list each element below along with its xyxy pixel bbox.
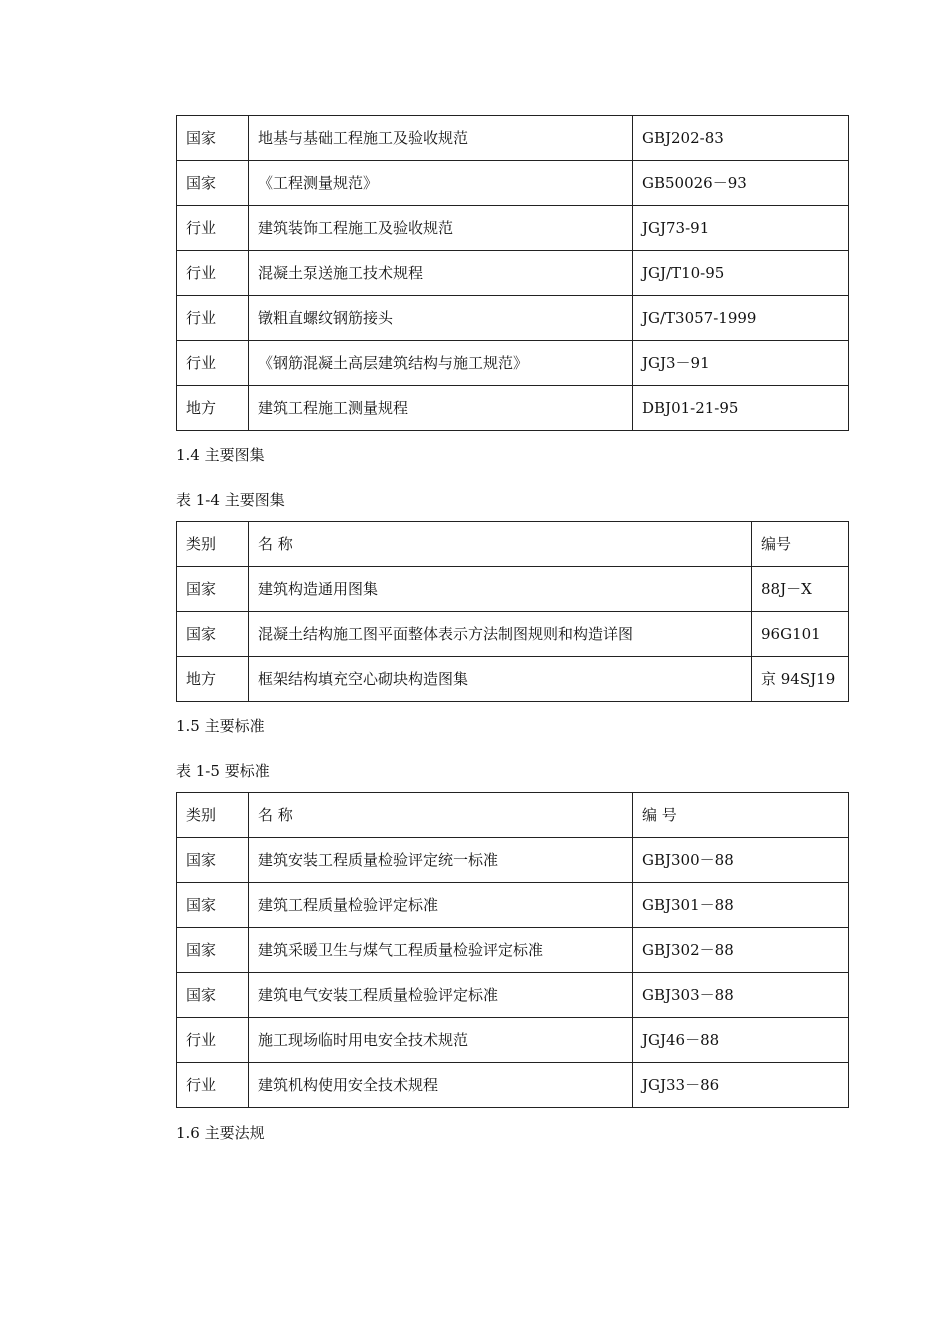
table-row (177, 928, 849, 973)
category-cell: 行业 (177, 296, 249, 341)
category-cell: 行业 (177, 206, 249, 251)
name-cell: 建筑安装工程质量检验评定统一标准 (249, 838, 633, 883)
name-cell: 建筑采暖卫生与煤气工程质量检验评定标准 (249, 928, 633, 973)
code-cell: 96G101 (752, 612, 849, 657)
name-cell: 混凝土泵送施工技术规程 (249, 251, 633, 296)
header-category: 类别 (177, 793, 249, 838)
table-row (177, 657, 849, 702)
category-cell: 国家 (177, 928, 249, 973)
category-cell: 国家 (177, 567, 249, 612)
table-row (177, 1018, 849, 1063)
code-cell: GB50026－93 (633, 161, 849, 206)
category-cell: 国家 (177, 612, 249, 657)
table-row (177, 296, 849, 341)
header-name: 名 称 (249, 793, 633, 838)
code-cell: 88J－X (752, 567, 849, 612)
name-cell: 《钢筋混凝土高层建筑结构与施工规范》 (249, 341, 633, 386)
name-cell: 混凝土结构施工图平面整体表示方法制图规则和构造详图 (249, 612, 752, 657)
table-header-row (177, 793, 849, 838)
table-row (177, 251, 849, 296)
table-row (177, 612, 849, 657)
category-cell: 行业 (177, 1063, 249, 1108)
category-cell: 国家 (177, 838, 249, 883)
name-cell: 建筑机构使用安全技术规程 (249, 1063, 633, 1108)
name-cell: 地基与基础工程施工及验收规范 (249, 116, 633, 161)
name-cell: 建筑电气安装工程质量检验评定标准 (249, 973, 633, 1018)
table-row (177, 206, 849, 251)
code-cell: JGJ/T10-95 (633, 251, 849, 296)
header-code: 编 号 (633, 793, 849, 838)
code-cell: GBJ303－88 (633, 973, 849, 1018)
name-cell: 镦粗直螺纹钢筋接头 (249, 296, 633, 341)
table-caption-1-5: 表 1-5 要标准 (176, 762, 270, 780)
table-row (177, 161, 849, 206)
header-name: 名 称 (249, 522, 752, 567)
name-cell: 建筑工程施工测量规程 (249, 386, 633, 431)
section-heading-1-4: 1.4 主要图集 (176, 446, 265, 464)
standards-table (176, 792, 849, 1108)
name-cell: 施工现场临时用电安全技术规范 (249, 1018, 633, 1063)
table-caption-1-4: 表 1-4 主要图集 (176, 491, 285, 509)
category-cell: 国家 (177, 161, 249, 206)
code-cell: DBJ01-21-95 (633, 386, 849, 431)
table-row (177, 838, 849, 883)
code-cell: GBJ202-83 (633, 116, 849, 161)
name-cell: 建筑工程质量检验评定标准 (249, 883, 633, 928)
header-code: 编号 (752, 522, 849, 567)
code-cell: GBJ301－88 (633, 883, 849, 928)
name-cell: 《工程测量规范》 (249, 161, 633, 206)
code-cell: JGJ73-91 (633, 206, 849, 251)
code-cell: GBJ302－88 (633, 928, 849, 973)
atlas-table (176, 521, 849, 702)
code-cell: JGJ46－88 (633, 1018, 849, 1063)
table-header-row (177, 522, 849, 567)
category-cell: 行业 (177, 1018, 249, 1063)
code-cell: JG/T3057-1999 (633, 296, 849, 341)
table-row (177, 973, 849, 1018)
code-cell: 京 94SJ19 (752, 657, 849, 702)
name-cell: 框架结构填充空心砌块构造图集 (249, 657, 752, 702)
section-heading-1-6: 1.6 主要法规 (176, 1124, 265, 1142)
table-row (177, 341, 849, 386)
category-cell: 地方 (177, 657, 249, 702)
name-cell: 建筑装饰工程施工及验收规范 (249, 206, 633, 251)
category-cell: 行业 (177, 341, 249, 386)
category-cell: 国家 (177, 116, 249, 161)
table-row (177, 567, 849, 612)
header-category: 类别 (177, 522, 249, 567)
name-cell: 建筑构造通用图集 (249, 567, 752, 612)
standards-table-continued (176, 115, 849, 431)
section-heading-1-5: 1.5 主要标准 (176, 717, 265, 735)
category-cell: 国家 (177, 883, 249, 928)
code-cell: GBJ300－88 (633, 838, 849, 883)
code-cell: JGJ33－86 (633, 1063, 849, 1108)
table-row (177, 386, 849, 431)
category-cell: 地方 (177, 386, 249, 431)
table-row (177, 883, 849, 928)
table-row (177, 116, 849, 161)
code-cell: JGJ3－91 (633, 341, 849, 386)
category-cell: 行业 (177, 251, 249, 296)
category-cell: 国家 (177, 973, 249, 1018)
table-row (177, 1063, 849, 1108)
